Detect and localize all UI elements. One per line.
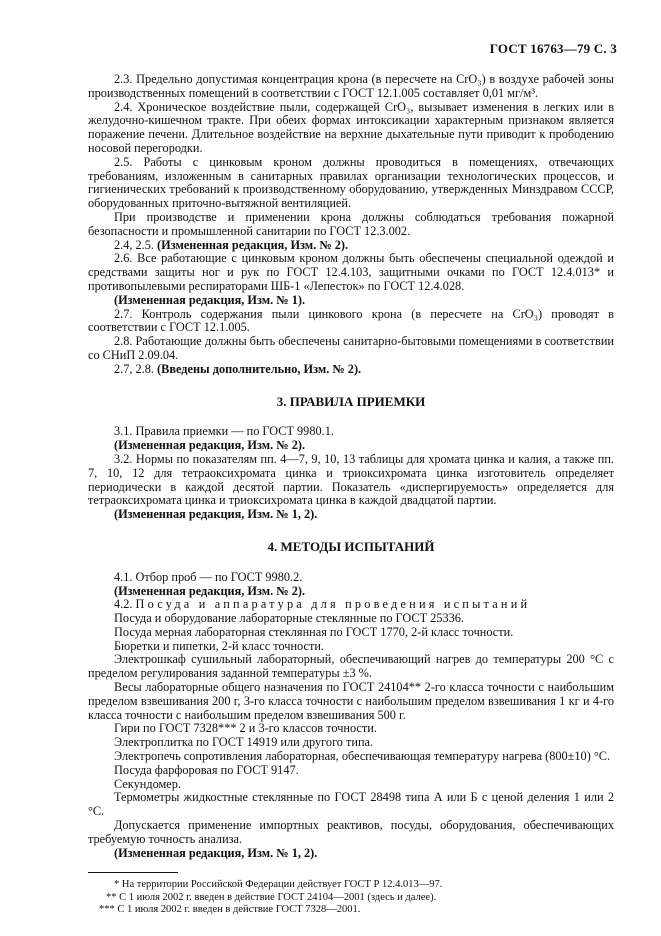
amendment-note: (Введены дополнительно, Изм. № 2). <box>157 361 362 376</box>
paragraph-2-5: 2.5. Работы с цинковым кроном должны проводиться в помещениях, отвечающих требованиям, изложенным в санитарных правилах организации технологических процессов, и гигиенических требований к производственному оборудованию, утвержденных Минздравом СССР, оборудованных приточно-вытяжной вентиляцией. <box>88 154 614 211</box>
equipment-item: Термометры жидкостные стеклянные по ГОСТ 28498 типа А или Б с ценой деления 1 или 2 °С. <box>88 790 614 819</box>
paragraph-3-1: 3.1. Правила приемки — по ГОСТ 9980.1. <box>114 424 334 439</box>
equipment-item: Посуда и оборудование лабораторные стеклянные по ГОСТ 25336. <box>114 611 464 626</box>
paragraph-2-4: 2.4. Хроническое воздействие пыли, содержащей CrO₃, вызывает изменения в легких или в желудочно-кишечном тракте. При обеих формах интоксикации характерным признаком является поражение печени. Длительное воздействие на верхние дыхательные пути приводит к прободению носовой перегородки. <box>88 99 614 155</box>
page-header: ГОСТ 16763—79 С. 3 <box>489 41 617 56</box>
equipment-item: Бюретки и пипетки, 2-й класс точности. <box>114 638 324 653</box>
amendment-2-7-2-8 <box>88 363 614 377</box>
amendment-prefix: 2.7, 2.8. <box>114 361 158 376</box>
amendment-3-1: (Измененная редакция, Изм. № 2). <box>114 438 306 453</box>
footnote-1: * На территории Российской Федерации действует ГОСТ Р 12.4.013—97. <box>114 879 443 891</box>
paragraph-2-7: 2.7. Контроль содержания пыли цинкового крона (в пересчете на CrO₃) проводят в соответствии с ГОСТ 12.1.005. <box>88 306 614 335</box>
equipment-item: Посуда фарфоровая по ГОСТ 9147. <box>114 762 299 777</box>
spaced-heading: Посуда и аппаратура для проведения испытаний <box>135 597 531 612</box>
paragraph-2-8: 2.8. Работающие должны быть обеспечены санитарно-бытовыми помещениями в соответствии со СНиП 2.09.04. <box>88 334 614 362</box>
footnote-2: ** С 1 июля 2002 г. введен в действие ГОСТ 24104—2001 (здесь и далее). <box>106 891 437 903</box>
amendment-prefix: 2.4, 2.5. <box>114 237 158 252</box>
equipment-item: Гири по ГОСТ 7328*** 2 и 3-го классов точности. <box>114 721 377 736</box>
equipment-item: Электрошкаф сушильный лабораторный, обеспечивающий нагрев до температуры 200 °С с пределом регулирования заданной температуры ±3 %. <box>88 652 614 681</box>
amendment-note: (Измененная редакция, Изм. № 2). <box>157 237 349 252</box>
paragraph-2-5-fire: При производстве и применении крона должны соблюдаться требования пожарной безопасности и промышленной санитарии по ГОСТ 12.3.002. <box>88 209 614 238</box>
equipment-item: Посуда мерная лабораторная стеклянная по ГОСТ 1770, 2-й класс точности. <box>114 624 514 639</box>
paragraph-4-1: 4.1. Отбор проб — по ГОСТ 9980.2. <box>114 569 303 584</box>
equipment-item: Секундомер. <box>114 776 181 791</box>
amendment-3-2: (Измененная редакция, Изм. № 1, 2). <box>114 507 318 522</box>
amendment-4-1: (Измененная редакция, Изм. № 2). <box>114 583 306 598</box>
amendment-4-2: (Измененная редакция, Изм. № 1, 2). <box>114 845 318 860</box>
amendment-2-6: (Измененная редакция, Изм. № 1). <box>114 292 306 307</box>
page-content <box>88 73 614 917</box>
paragraph-3-2: 3.2. Нормы по показателям пп. 4—7, 9, 10, 13 таблицы для хромата цинка и калия, а также пп. 7, 10, 12 для тетраоксихромата цинка и триоксихромата цинка изготовитель определяет периодически в каждой десятой партии. Показатель «диспергируемость» определяется для тетраоксихромата цинка и триоксихромата цинка в каждой двадцатой партии. <box>88 451 614 508</box>
equipment-item: Электропечь сопротивления лабораторная, обеспечивающая температуру нагрева (800±10) °С. <box>114 749 611 764</box>
equipment-item: Допускается применение импортных реактивов, посуды, оборудования, обеспечивающих требуемую точность анализа. <box>88 818 614 846</box>
section-3-title: 3. ПРАВИЛА ПРИЕМКИ <box>276 393 426 409</box>
clause-number: 4.2. <box>114 597 136 612</box>
equipment-item: Электроплитка по ГОСТ 14919 или другого типа. <box>114 735 374 750</box>
equipment-item: Весы лабораторные общего назначения по ГОСТ 24104** 2-го класса точности с наибольшим пределом взвешивания 200 г, 3-го класса точности с наибольшим пределом взвешивания 1 кг и 4-го класса точности с наибольшим пределом взвешивания 500 г. <box>88 680 614 722</box>
amendment-2-4-2-5 <box>88 239 614 253</box>
paragraph-2-6: 2.6. Все работающие с цинковым кроном должны быть обеспечены специальной одеждой и средствами защиты ног и рук по ГОСТ 12.4.103, защитными очками по ГОСТ 12.4.013* и противопылевыми респираторами ШБ-1 «Лепесток» по ГОСТ 12.4.028. <box>88 251 614 293</box>
paragraph-4-2-heading <box>88 598 614 612</box>
paragraph-2-3: 2.3. Предельно допустимая концентрация крона (в пересчете на CrO₃) в воздухе рабочей зоны производственных помещений в соответствии с ГОСТ 12.1.005 составляет 0,01 мг/м³. <box>88 72 614 100</box>
section-4-title: 4. МЕТОДЫ ИСПЫТАНИЙ <box>267 538 435 554</box>
footnote-separator <box>88 872 178 873</box>
footnote-3: *** С 1 июля 2002 г. введен в действие ГОСТ 7328—2001. <box>99 904 361 916</box>
